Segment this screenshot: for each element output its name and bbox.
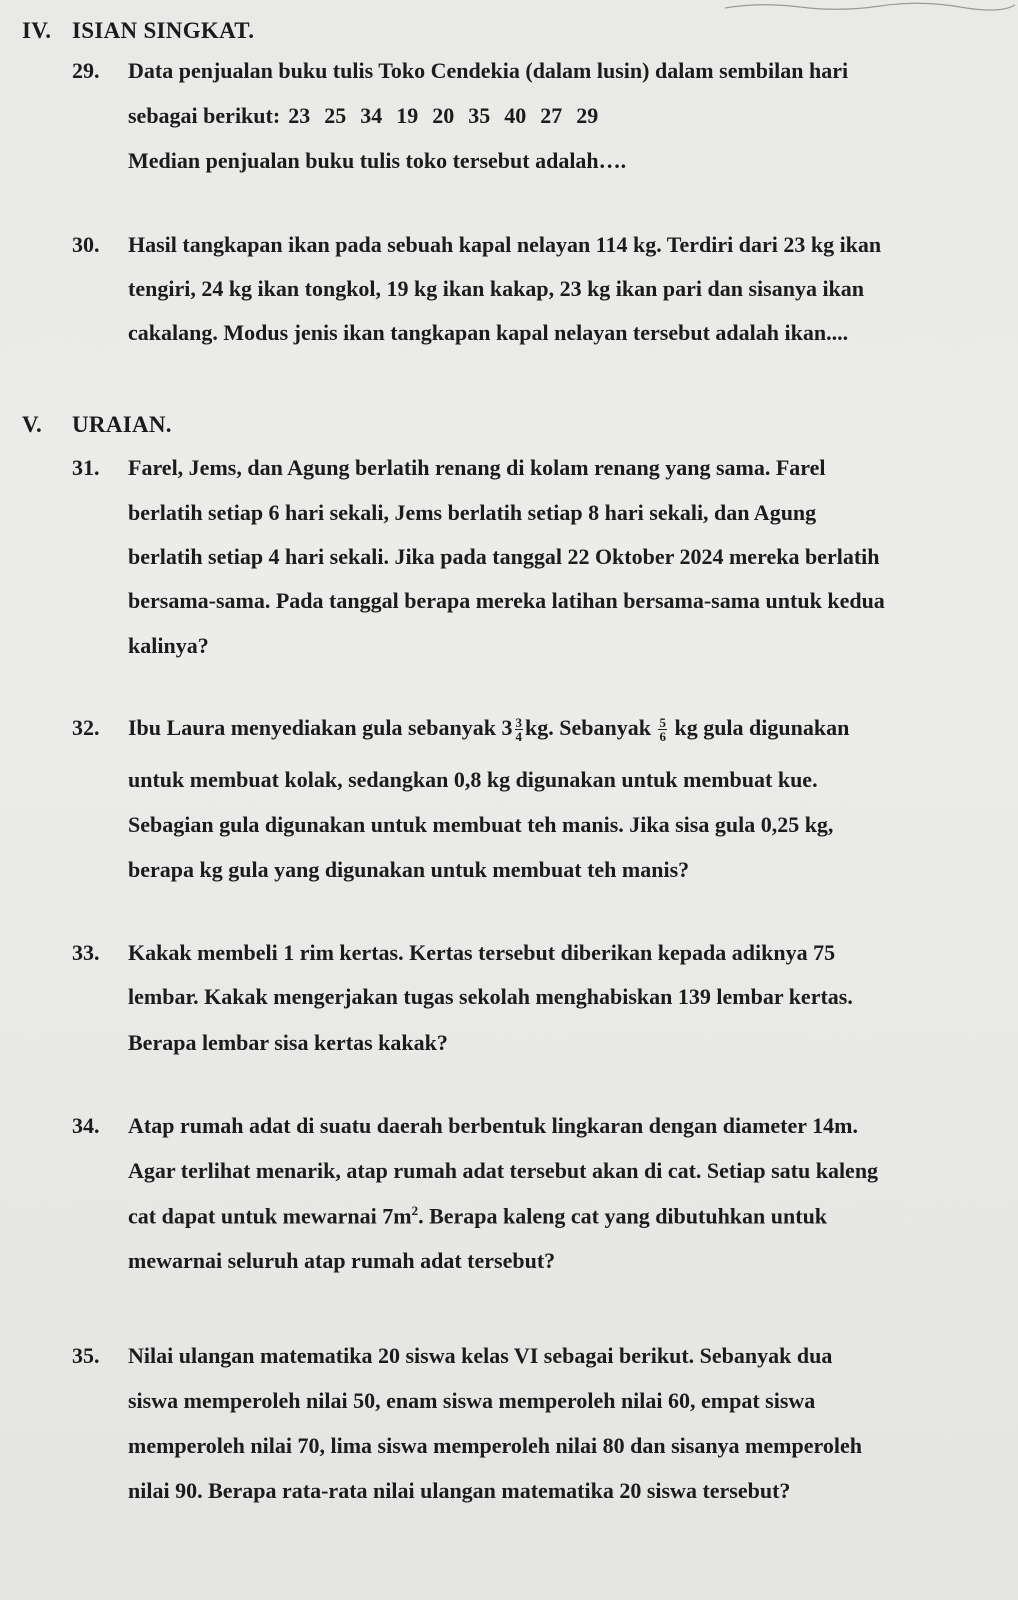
question-text-line: Agar terlihat menarik, atap rumah adat tersebut akan di cat. Setiap satu kaleng (128, 1158, 879, 1183)
question-text-line: Median penjualan buku tulis toko tersebut adalah…. (128, 148, 627, 173)
data-value: 19 (396, 103, 419, 128)
text-segment: . Berapa kaleng cat yang dibutuhkan untuk (418, 1203, 828, 1229)
question-text-line: Sebagian gula digunakan untuk membuat teh manis. Jika sisa gula 0,25 kg, (128, 812, 834, 837)
question-number: 33. (72, 940, 100, 965)
question-number: 29. (72, 58, 100, 83)
question-text-line: siswa memperoleh nilai 50, enam siswa memperoleh nilai 60, empat siswa (128, 1388, 816, 1413)
fraction-numerator: 5 (659, 715, 666, 731)
data-value: 34 (360, 103, 383, 128)
question-text-line: berapa kg gula yang digunakan untuk membuat teh manis? (128, 857, 690, 882)
question-text-line: cakalang. Modus jenis ikan tangkapan kapal nelayan tersebut adalah ikan.... (128, 320, 849, 345)
question-text-line: Farel, Jems, dan Agung berlatih renang di kolam renang yang sama. Farel (128, 455, 826, 480)
section-v-heading (22, 412, 172, 438)
section-iv-heading (22, 18, 254, 44)
data-value: 25 (324, 103, 347, 128)
question-text-line: berlatih setiap 4 hari sekali. Jika pada tanggal 22 Oktober 2024 mereka berlatih (128, 544, 880, 569)
question-data-line (128, 103, 612, 129)
section-v-number: V. (22, 412, 42, 437)
question-number: 35. (72, 1343, 100, 1368)
question-text-line: nilai 90. Berapa rata-rata nilai ulangan matematika 20 siswa tersebut? (128, 1478, 791, 1503)
fraction-five-sixths (658, 716, 667, 743)
section-iv-number: IV. (22, 18, 52, 43)
question-text-line: berlatih setiap 6 hari sekali, Jems berlatih setiap 8 hari sekali, dan Agung (128, 500, 817, 525)
section-iv-title: ISIAN SINGKAT. (72, 18, 255, 43)
question-text-line: bersama-sama. Pada tanggal berapa mereka latihan bersama-sama untuk kedua (128, 588, 885, 613)
text-segment: kg gula digunakan (674, 715, 850, 740)
question-text-line: lembar. Kakak mengerjakan tugas sekolah menghabiskan 139 lembar kertas. (128, 984, 853, 1009)
question-number: 30. (72, 232, 100, 257)
data-value: 29 (576, 103, 599, 128)
question-number: 34. (72, 1113, 100, 1138)
data-value: 23 (288, 103, 311, 128)
section-v-title: URAIAN. (72, 412, 172, 437)
question-text-line: memperoleh nilai 70, lima siswa memperoleh nilai 80 dan sisanya memperoleh (128, 1433, 862, 1458)
question-text-line: Berapa lembar sisa kertas kakak? (128, 1030, 448, 1055)
fraction-numerator: 3 (515, 715, 522, 731)
question-text-line: Data penjualan buku tulis Toko Cendekia (dalam lusin) dalam sembilan hari (128, 58, 849, 83)
fraction-denominator: 4 (515, 729, 522, 745)
question-number: 32. (72, 715, 100, 740)
question-text-line: untuk membuat kolak, sedangkan 0,8 kg digunakan untuk membuat kue. (128, 767, 818, 792)
question-text-line: Hasil tangkapan ikan pada sebuah kapal nelayan 114 kg. Terdiri dari 23 kg ikan (128, 232, 882, 257)
fraction-three-quarters (515, 716, 524, 743)
question-text-line (128, 1203, 827, 1229)
question-text-line: tengiri, 24 kg ikan tongkol, 19 kg ikan kakap, 23 kg ikan pari dan sisanya ikan (128, 276, 865, 301)
question-text-line: kalinya? (128, 633, 209, 658)
handwritten-scribble-icon (720, 0, 1018, 14)
data-value: 40 (504, 103, 527, 128)
text-segment: kg. Sebanyak (525, 715, 651, 740)
text-segment: cat dapat untuk mewarnai 7m (128, 1203, 412, 1229)
superscript-exponent: 2 (411, 1203, 419, 1218)
data-value: 35 (468, 103, 491, 128)
data-value: 27 (540, 103, 563, 128)
question-text-line: Kakak membeli 1 rim kertas. Kertas tersebut diberikan kepada adiknya 75 (128, 940, 836, 965)
text-segment: Ibu Laura menyediakan gula sebanyak 3 (128, 715, 513, 740)
question-text-line: mewarnai seluruh atap rumah adat tersebut? (128, 1248, 556, 1273)
fraction-denominator: 6 (659, 729, 666, 745)
data-prefix: sebagai berikut: (128, 103, 281, 128)
question-text-line (128, 715, 849, 743)
data-value: 20 (432, 103, 455, 128)
question-number: 31. (72, 455, 100, 480)
question-text-line: Atap rumah adat di suatu daerah berbentuk lingkaran dengan diameter 14m. (128, 1113, 858, 1138)
question-text-line: Nilai ulangan matematika 20 siswa kelas VI sebagai berikut. Sebanyak dua (128, 1343, 833, 1368)
